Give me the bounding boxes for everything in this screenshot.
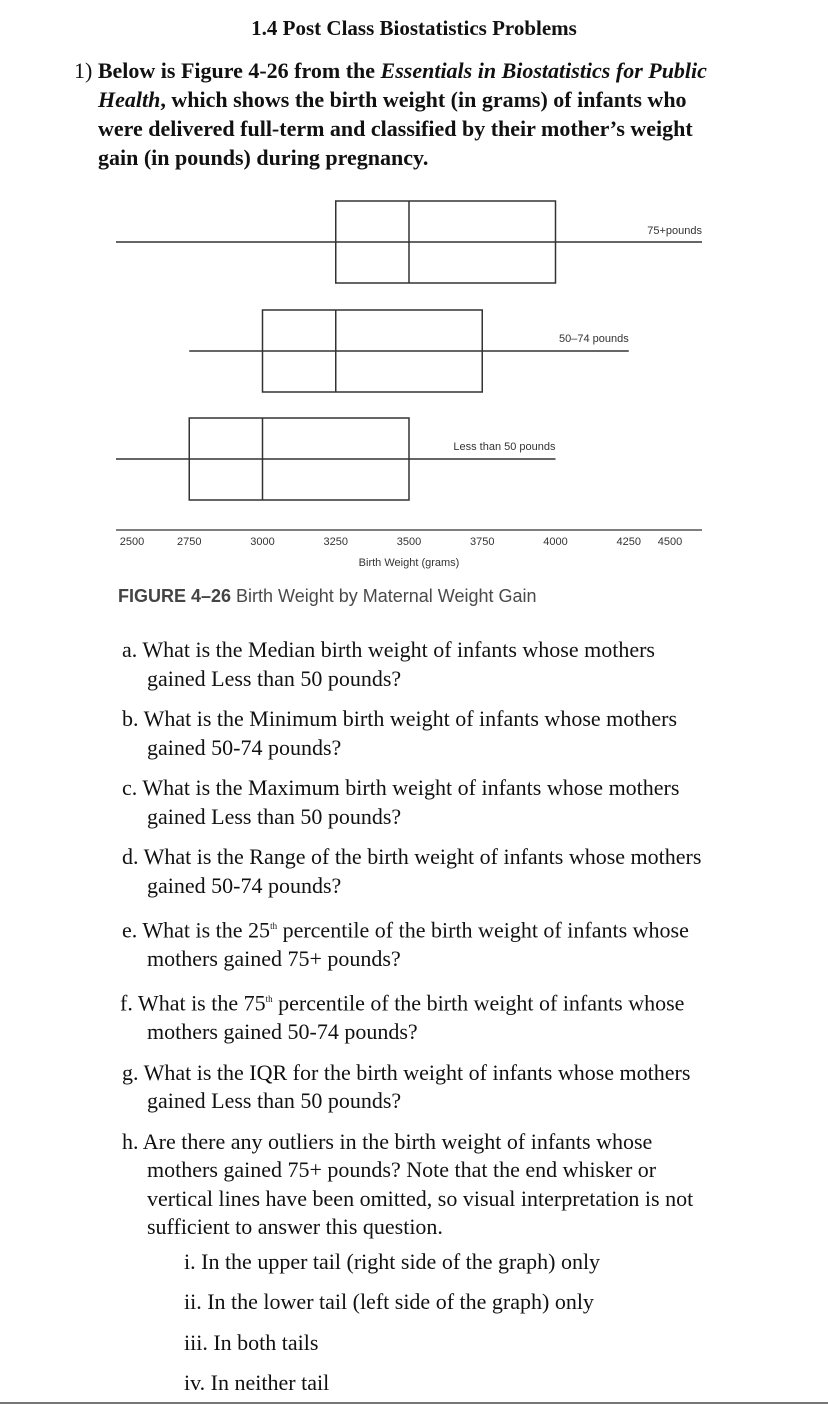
box-series-1 [189, 310, 629, 392]
question-c [122, 774, 802, 831]
boxplot-boxes [116, 201, 702, 500]
question-d [122, 843, 802, 900]
book-title: Essentials in Biostatistics for Public [380, 58, 707, 83]
problem-text: Below is Figure 4-26 from the [97, 58, 381, 83]
question-text: gained 50-74 pounds? [147, 734, 342, 760]
x-tick-label: 4000 [543, 536, 568, 548]
series-label: 50–74 pounds [559, 333, 629, 345]
question-text: a. What is the Median birth weight of infants whose mothers [122, 637, 655, 662]
box-series-2 [116, 418, 556, 500]
box-series-0 [116, 201, 702, 283]
problem-number: 1) [74, 58, 93, 83]
question-text-part: percentile of the birth weight of infants whose [272, 990, 685, 1016]
x-tick-label: 2750 [177, 536, 202, 548]
question-f [122, 985, 802, 1046]
x-tick-label: 3750 [470, 536, 495, 548]
question-text: gained Less than 50 pounds? [147, 803, 402, 829]
superscript: th [270, 921, 278, 931]
question-text: mothers gained 75+ pounds? Note that the end whisker or [147, 1157, 657, 1183]
question-e [122, 912, 802, 973]
question-text: c. What is the Maximum birth weight of infants whose mothers [122, 775, 680, 800]
question-g [122, 1059, 802, 1116]
question-text: gained Less than 50 pounds? [147, 1088, 402, 1114]
option-iv: iv. In neither tail [184, 1370, 330, 1396]
figure-label: FIGURE 4–26 [118, 586, 232, 606]
question-text: mothers gained 50-74 pounds? [147, 1019, 418, 1045]
question-text: d. What is the Range of the birth weight of infants whose mothers [122, 844, 702, 869]
x-tick-label: 2500 [119, 536, 145, 548]
option-iii: iii. In both tails [184, 1329, 319, 1355]
problem-statement [74, 56, 794, 172]
problem-line-2 [74, 85, 794, 114]
question-a [122, 636, 802, 693]
x-tick-label: 3000 [250, 536, 275, 548]
x-tick-label: 4250 [616, 536, 641, 548]
x-axis [116, 530, 702, 569]
boxplot-chart [0, 180, 828, 580]
option-i: i. In the upper tail (right side of the graph) only [184, 1248, 601, 1274]
question-text [120, 985, 802, 1018]
question-text: gained 50-74 pounds? [147, 872, 342, 898]
problem-line-3: were delivered full-term and classified by their mother’s weight [98, 116, 693, 141]
answer-options [184, 1248, 802, 1410]
x-tick-label: 3250 [323, 536, 348, 548]
x-axis-title: Birth Weight (grams) [358, 557, 460, 569]
question-text: h. Are there any outliers in the birth weight of infants whose [122, 1128, 653, 1154]
x-tick-label: 3500 [396, 536, 422, 548]
figure-caption [118, 586, 537, 607]
bottom-divider [0, 1402, 828, 1404]
question-text: g. What is the IQR for the birth weight of infants whose mothers [122, 1059, 691, 1085]
series-label: 75+pounds [647, 225, 702, 237]
question-text: mothers gained 75+ pounds? [147, 945, 401, 971]
problem-line-4: gain (in pounds) during pregnancy. [98, 145, 429, 170]
figure-caption-text: Birth Weight by Maternal Weight Gain [231, 586, 537, 606]
question-text: vertical lines have been omitted, so visual interpretation is not [147, 1185, 694, 1211]
question-text: sufficient to answer this question. [147, 1214, 443, 1240]
question-text-part: e. What is the 25 [122, 917, 271, 943]
question-b [122, 705, 802, 762]
question-text-part: f. What is the 75 [120, 990, 266, 1016]
question-text-part: percentile of the birth weight of infants whose [277, 917, 689, 943]
option-ii: ii. In the lower tail (left side of the graph) only [184, 1289, 594, 1315]
page-title: 1.4 Post Class Biostatistics Problems [251, 16, 577, 40]
question-h [122, 1128, 802, 1242]
question-text [122, 912, 802, 945]
problem-text: , which shows the birth weight (in grams) of infants who [160, 87, 687, 112]
question-text: gained Less than 50 pounds? [147, 665, 402, 691]
series-label: Less than 50 pounds [453, 441, 556, 453]
question-text: b. What is the Minimum birth weight of infants whose mothers [122, 706, 678, 731]
question-list [122, 636, 802, 1410]
superscript: th [265, 994, 273, 1005]
problem-line-1 [74, 56, 794, 85]
x-tick-label: 4500 [657, 536, 683, 548]
book-title-end: Health [98, 87, 161, 112]
